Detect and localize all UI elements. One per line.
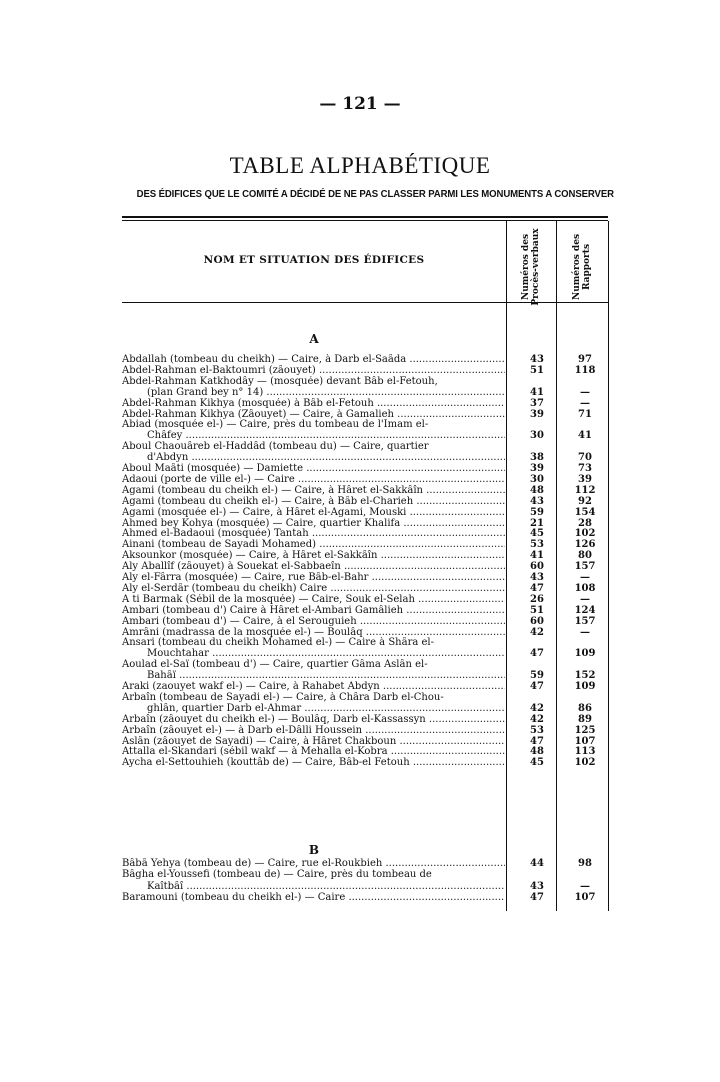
edifice-name: Abdel-Rahman Kikhya (Zâouyet) — Caire, à Gamalieh ..... [122, 409, 505, 420]
edifice-name: Abdel-Rahman Katkhodây — (mosquée) devant Bâb el-Fetouh, [122, 375, 438, 387]
edifice-name: A ti Barmak (Sébil de la mosquée) — Caire, Souk el-Selah ..... [122, 594, 505, 605]
page-subtitle: DES ÉDIFICES QUE LE COMITÉ A DÉCIDÉ DE NE PAS CLASSER PARMI LES MONUMENTS A CONSERVER [136, 189, 614, 200]
rapport-number: 124 [574, 604, 596, 616]
rapport-number: — [580, 626, 590, 638]
edifice-name: d'Abdyn ..... [122, 452, 505, 463]
rapport-number: 157 [574, 615, 596, 627]
edifice-name: Abdel-Rahman el-Baktoumri (zâouyet) ..... [122, 365, 505, 376]
table-row [122, 670, 608, 681]
edifice-name: Ainani (tombeau de Sayadi Mohamed) ..... [122, 539, 505, 550]
table-row [122, 365, 608, 376]
proces-verbal-number: 59 [530, 670, 544, 682]
edifice-name: Aycha el-Settouhieh (kouttâb de) — Caire, Bâb-el Fetouh ..... [122, 757, 505, 768]
rapport-number: 107 [574, 892, 596, 904]
edifice-name: Châfey ..... [122, 430, 505, 441]
table-row [122, 528, 608, 539]
rapport-number: 108 [574, 582, 596, 594]
proces-verbal-number: 51 [530, 604, 544, 616]
proces-verbal-number: 47 [530, 892, 544, 904]
edifice-name: Ansari (tombeau du cheikh Mohamed el-) — Caire à Shâra el- [122, 637, 434, 649]
rapport-number: — [580, 880, 590, 892]
table-top-rule [122, 216, 608, 218]
table-row [122, 463, 608, 474]
proces-verbal-number: 45 [530, 757, 544, 769]
table-row [122, 539, 608, 550]
table-row [122, 441, 608, 452]
table-row [122, 736, 608, 747]
table-row [122, 594, 608, 605]
proces-verbal-number: 53 [530, 539, 544, 551]
table-row [122, 376, 608, 387]
rapport-number: 102 [574, 528, 596, 540]
edifice-name: Attalla el-Skandari (sébil wakf — à Mehalla el-Kobra ..... [122, 746, 505, 757]
proces-verbal-number: 47 [530, 735, 544, 747]
table-row [122, 892, 608, 903]
proces-verbal-number: 47 [530, 681, 544, 692]
table-row [122, 398, 608, 409]
proces-verbal-number: 39 [530, 408, 544, 420]
rapport-number: 113 [574, 746, 596, 758]
proces-verbal-number: 60 [530, 615, 544, 627]
table-row [122, 550, 608, 561]
rapport-number: 154 [574, 506, 596, 518]
rapport-number: — [580, 386, 590, 398]
rapport-number: 118 [574, 364, 596, 376]
table-row [122, 605, 608, 616]
proces-verbal-number: 30 [530, 473, 544, 485]
rapport-number: 41 [578, 430, 592, 442]
rapport-number: 89 [578, 713, 592, 725]
table-row [122, 387, 608, 398]
proces-verbal-number: 48 [530, 484, 544, 496]
table-row [122, 474, 608, 485]
edifice-name: Aoulad el-Saï (tombeau d') — Caire, quartier Gâma Aslân el- [122, 659, 428, 671]
table-row [122, 858, 608, 869]
table-row [122, 746, 608, 757]
page-number: — 121 — [319, 94, 401, 114]
proces-verbal-number: 51 [530, 364, 544, 376]
table-row [122, 881, 608, 892]
rapport-number: 109 [574, 648, 596, 660]
rapport-number: 152 [574, 670, 596, 682]
table-row [122, 430, 608, 441]
edifice-name: Abiad (mosquée el-) — Caire, près du tombeau de l'Imam el- [122, 419, 429, 431]
edifice-name: Aly el-Fârra (mosquée) — Caire, rue Bâb-el-Bahr ..... [122, 572, 505, 583]
edifice-name: Araki (zaouyet wakf el-) — Caire, à Rahabet Abdyn ..... [122, 681, 505, 692]
table-row [122, 703, 608, 714]
edifice-name: Aly el-Serdâr (tombeau du cheikh) Caire ..... [122, 583, 505, 594]
rapport-number: 71 [578, 408, 592, 420]
proces-verbal-number: 41 [530, 550, 544, 562]
proces-verbal-number: 53 [530, 724, 544, 736]
section-letter: A [309, 332, 319, 346]
edifice-name: Ahmed bey Kohya (mosquée) — Caire, quartier Khalifa ..... [122, 518, 505, 529]
proces-verbal-number: 47 [530, 648, 544, 660]
edifice-name: Ambari (tombeau d') — Caire, à el Serouguieh ..... [122, 616, 505, 627]
edifice-name: Ambari (tombeau d') Caire à Hâret el-Ambari Gamâlieh ..... [122, 605, 505, 616]
proces-verbal-number: 43 [530, 572, 544, 583]
proces-verbal-number: 45 [530, 528, 544, 540]
rapport-number: — [580, 593, 590, 605]
proces-verbal-number: 39 [530, 463, 544, 474]
proces-verbal-number: 43 [530, 495, 544, 507]
table-row [122, 714, 608, 725]
column-header-proces-verbaux: Numéros des Procès-verbaux [521, 228, 541, 306]
proces-verbal-number: 59 [530, 506, 544, 518]
proces-verbal-number: 44 [530, 858, 544, 869]
edifice-name: Aly Aballîf (zâouyet) à Souekat el-Sabbaeîn ..... [122, 561, 505, 572]
proces-verbal-number: 21 [530, 517, 544, 529]
rapport-number: 109 [574, 681, 596, 692]
proces-verbal-number: 42 [530, 626, 544, 638]
table-row [122, 725, 608, 736]
table-row [122, 659, 608, 670]
edifice-name: Abdallah (tombeau du cheikh) — Caire, à Darb el-Saâda ..... [122, 354, 505, 365]
table-row [122, 507, 608, 518]
table-row [122, 354, 608, 365]
rapport-number: — [580, 572, 590, 583]
column-header-name: NOM ET SITUATION DES ÉDIFICES [203, 254, 425, 266]
rapport-number: 39 [578, 473, 592, 485]
table-row [122, 681, 608, 692]
column-divider-3 [608, 221, 609, 911]
table-row [122, 409, 608, 420]
rapport-number: 98 [578, 858, 592, 869]
table-row [122, 561, 608, 572]
table-row [122, 485, 608, 496]
table-row [122, 637, 608, 648]
edifice-name: Arbaîn (zâouyet el-) — à Darb el-Dâlli Houssein ..... [122, 725, 505, 736]
edifice-name: Baramouni (tombeau du cheikh el-) — Caire ..... [122, 892, 505, 903]
rapport-number: 86 [578, 702, 592, 714]
edifice-name: Aboul Chaouâreb el-Haddâd (tombeau du) — Caire, quartier [122, 441, 429, 453]
rapport-number: 70 [578, 452, 592, 464]
edifice-name: Bâbâ Yehya (tombeau de) — Caire, rue el-Roukbieh ..... [122, 858, 505, 869]
rapport-number: 107 [574, 735, 596, 747]
edifice-name: Adaoui (porte de ville el-) — Caire ..... [122, 474, 505, 485]
rapport-number: 92 [578, 495, 592, 507]
table-row [122, 452, 608, 463]
proces-verbal-number: 48 [530, 746, 544, 758]
edifice-name: Bahâï ..... [122, 670, 505, 681]
proces-verbal-number: 43 [530, 354, 544, 365]
table-row [122, 572, 608, 583]
proces-verbal-number: 60 [530, 561, 544, 573]
rapport-number: 97 [578, 354, 592, 365]
proces-verbal-number: 43 [530, 880, 544, 892]
proces-verbal-number: 26 [530, 593, 544, 605]
edifice-name: Arbaîn (tombeau de Sayadi el-) — Caire, à Châra Darb el-Chou- [122, 691, 444, 703]
edifice-name: Aslân (zâouyet de Sayadi) — Caire, à Hâret Chakboun ..... [122, 736, 505, 747]
table-row [122, 419, 608, 430]
edifice-name: Bâgha el-Youssefi (tombeau de) — Caire, près du tombeau de [122, 869, 432, 881]
proces-verbal-number: 38 [530, 452, 544, 464]
edifice-name: Arbaîn (zâouyet du cheikh el-) — Boulâq, Darb el-Kassassyn ..... [122, 714, 505, 725]
table-row [122, 518, 608, 529]
rapport-number: 125 [574, 724, 596, 736]
edifice-name: (plan Grand bey n° 14) ..... [122, 387, 505, 398]
table-row [122, 648, 608, 659]
rapport-number: 112 [574, 484, 596, 496]
table-row [122, 616, 608, 627]
edifice-name: Aksounkor (mosquée) — Caire, à Hâret el-Sakkâîn ..... [122, 550, 505, 561]
edifice-name: Abdel-Rahman Kikhya (mosquée) à Bâb el-Fetouh ..... [122, 398, 505, 409]
table-row [122, 692, 608, 703]
edifice-name: ghlân, quartier Darb el-Ahmar ..... [122, 703, 505, 714]
edifice-name: Agami (tombeau du cheikh el-) — Caire, à Bâb el-Charieh ..... [122, 496, 505, 507]
table-row [122, 869, 608, 880]
edifice-name: Ahmed el-Badaoui (mosquée) Tantah ..... [122, 528, 505, 539]
proces-verbal-number: 41 [530, 386, 544, 398]
proces-verbal-number: 42 [530, 702, 544, 714]
section-letter: B [308, 843, 320, 857]
edifice-name: Agami (tombeau du cheikh el-) — Caire, à Hâret el-Sakkâîn ..... [122, 485, 505, 496]
proces-verbal-number: 37 [530, 397, 544, 409]
table-top-rule-thin [122, 220, 608, 221]
column-header-rapports: Numéros des Rapports [572, 233, 592, 301]
proces-verbal-number: 47 [530, 582, 544, 594]
table-row [122, 583, 608, 594]
edifice-name: Amrâni (madrassa de la mosquée el-) — Boulâq ..... [122, 627, 505, 638]
rapport-number: 126 [574, 539, 596, 551]
table-row [122, 627, 608, 638]
rapport-number: 28 [578, 517, 592, 529]
rapport-number: 157 [574, 561, 596, 573]
rapport-number: 73 [578, 463, 592, 474]
rapport-number: 102 [574, 757, 596, 769]
rapport-number: — [580, 397, 590, 409]
edifice-name: Agami (mosquée el-) — Caire, à Hâret el-Agami, Mouski ..... [122, 507, 505, 518]
table-row [122, 496, 608, 507]
edifice-name: Aboul Maâti (mosquée) — Damiette ..... [122, 463, 505, 474]
rapport-number: 80 [578, 550, 592, 562]
proces-verbal-number: 42 [530, 713, 544, 725]
edifice-name: Mouchtahar ..... [122, 648, 505, 659]
table-row [122, 757, 608, 768]
proces-verbal-number: 30 [530, 430, 544, 442]
edifice-name: Kaîtbâî ..... [122, 881, 505, 892]
page-title: TABLE ALPHABÉTIQUE [229, 153, 491, 178]
